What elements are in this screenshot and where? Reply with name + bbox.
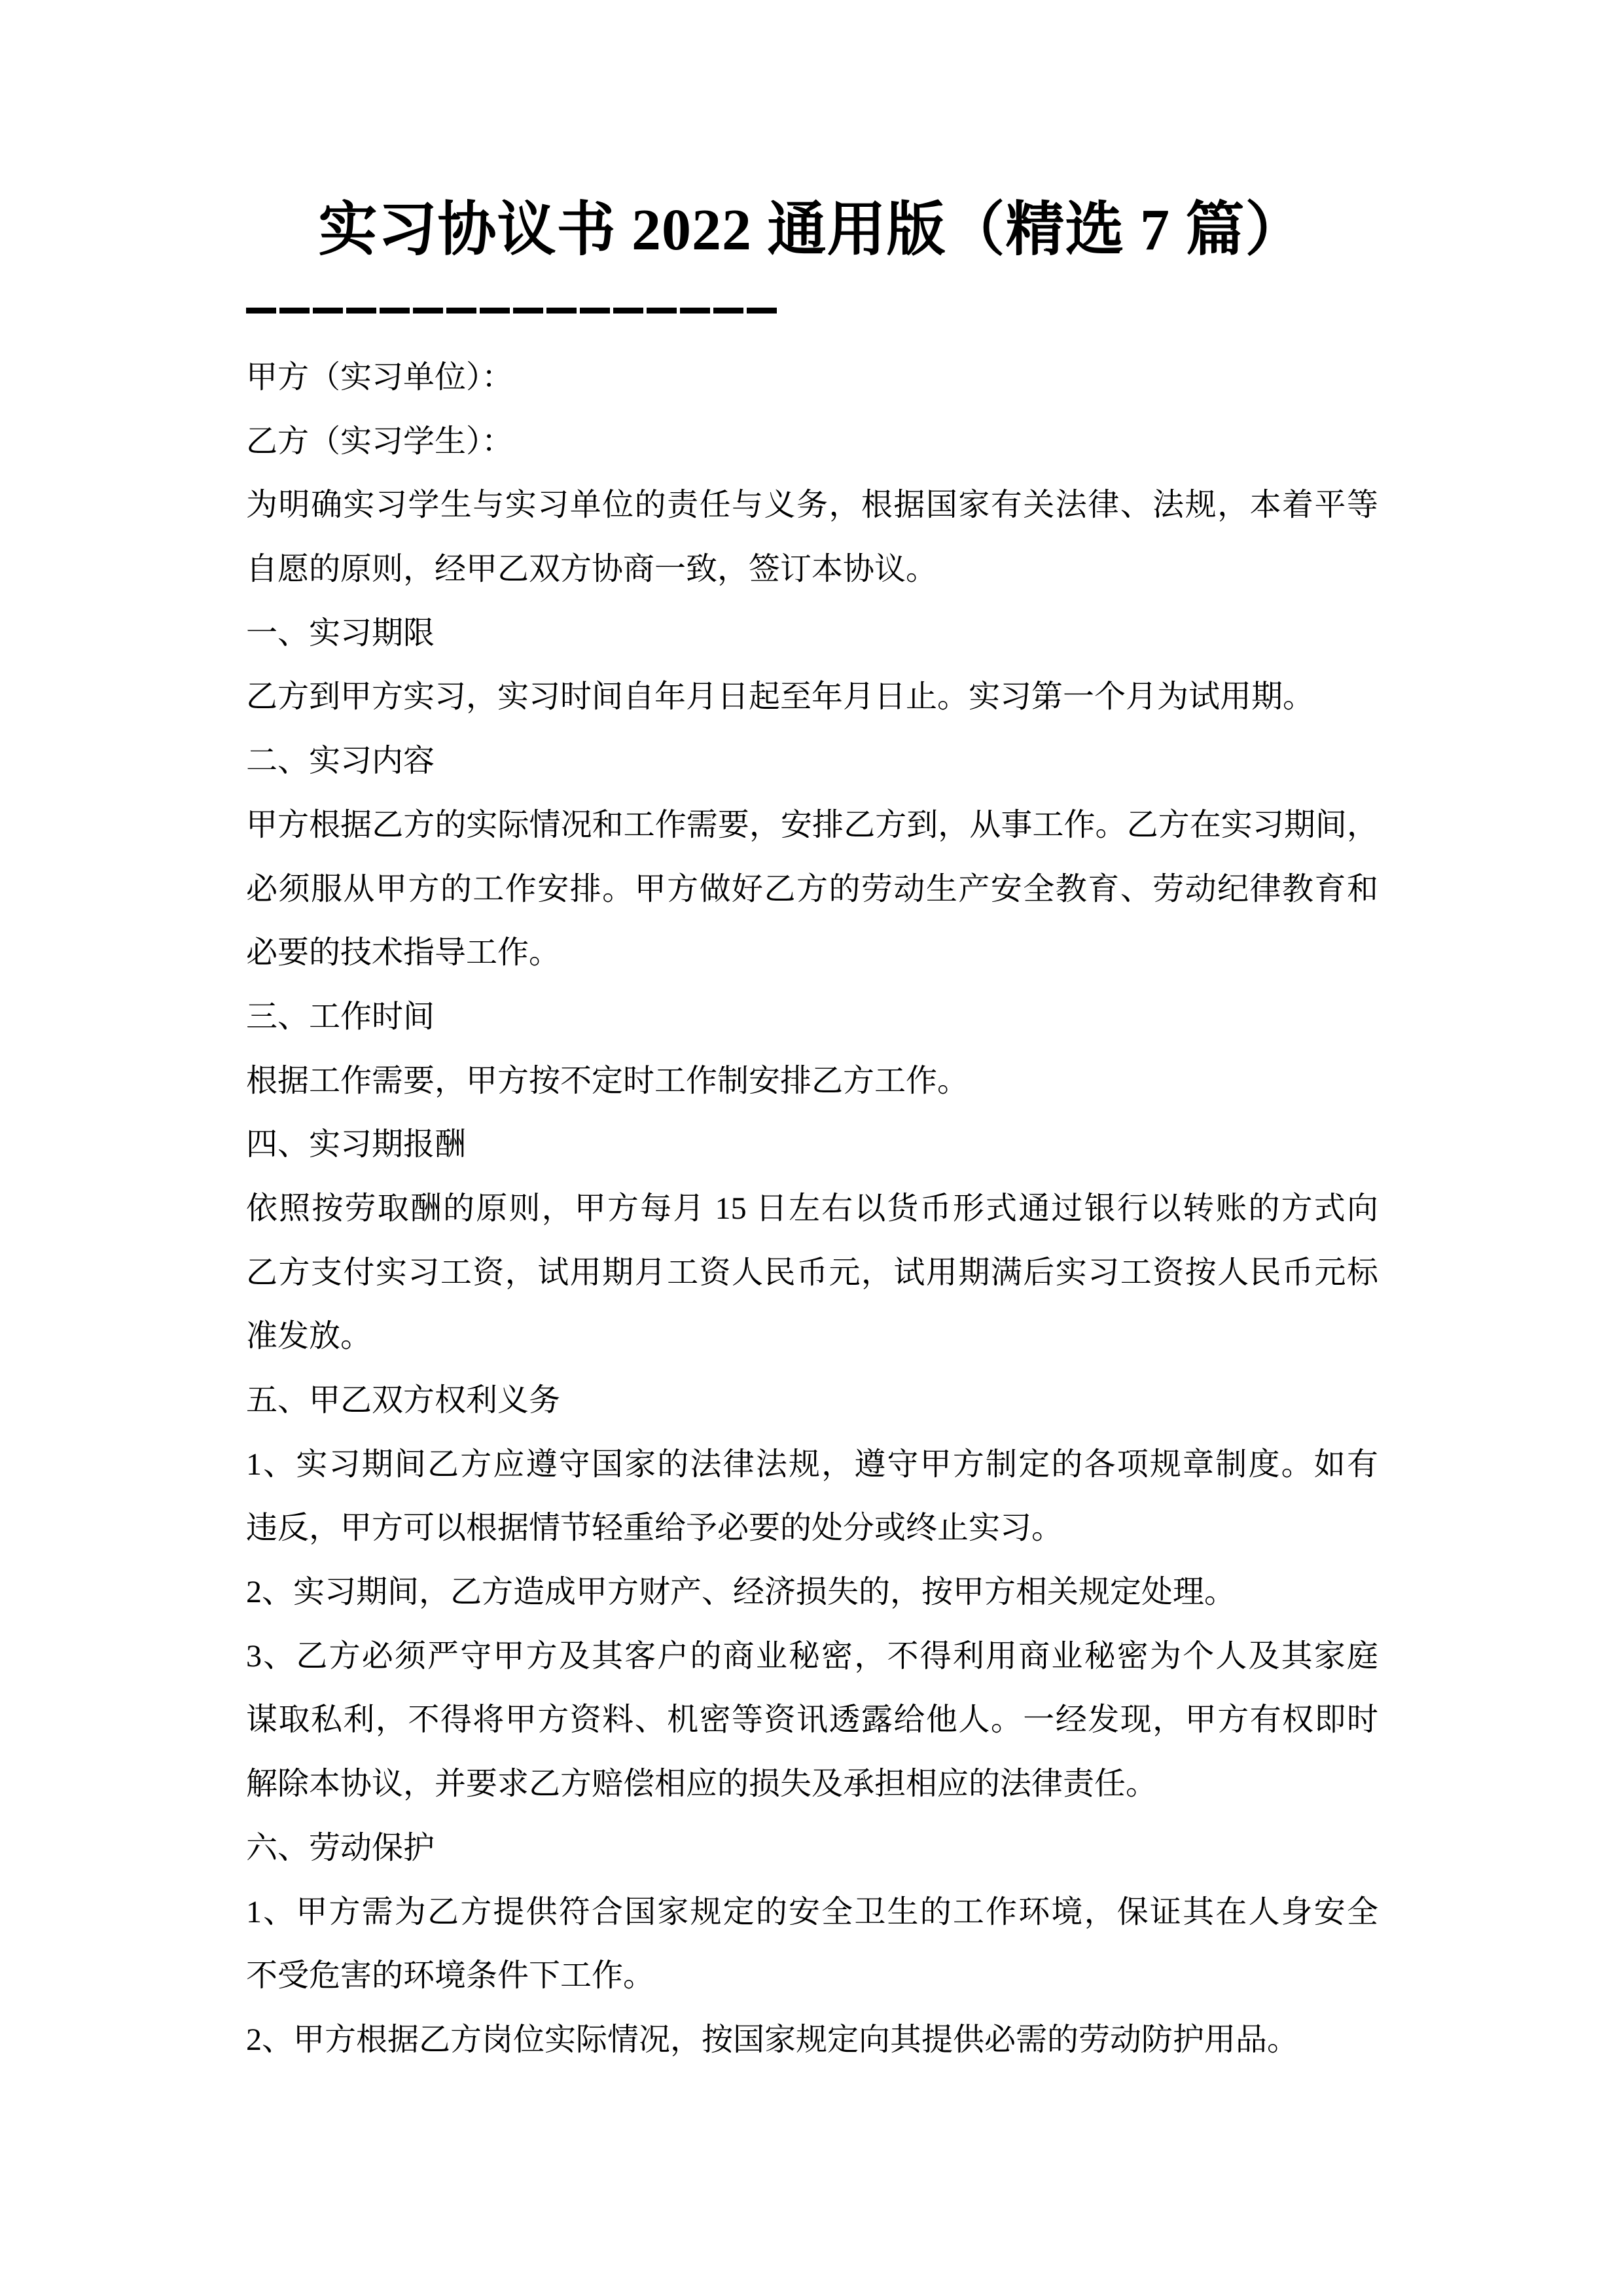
document-line: 1、甲方需为乙方提供符合国家规定的安全卫生的工作环境，保证其在人身安全 <box>246 1894 1378 1929</box>
document-line: 3、乙方必须严守甲方及其客户的商业秘密，不得利用商业秘密为个人及其家庭 <box>246 1638 1378 1674</box>
document-line: 依照按劳取酬的原则，甲方每月 15 日左右以货币形式通过银行以转账的方式向 <box>246 1191 1378 1226</box>
document-line: 必须服从甲方的工作安排。甲方做好乙方的劳动生产安全教育、劳动纪律教育和 <box>246 871 1378 906</box>
document-line: 乙方到甲方实习，实习时间自年月日起至年月日止。实习第一个月为试用期。 <box>246 679 1315 715</box>
document-line: 2、实习期间，乙方造成甲方财产、经济损失的，按甲方相关规定处理。 <box>246 1575 1236 1610</box>
document-line: 解除本协议，并要求乙方赔偿相应的损失及承担相应的法律责任。 <box>246 1767 1158 1802</box>
document-line: 准发放。 <box>246 1319 372 1354</box>
document-line: 甲方根据乙方的实际情况和工作需要，安排乙方到，从事工作。乙方在实习期间， <box>246 807 1378 842</box>
document-line: 乙方支付实习工资，试用期月工资人民币元，试用期满后实习工资按人民币元标 <box>246 1255 1378 1290</box>
document-line: 五、甲乙双方权利义务 <box>246 1383 561 1418</box>
document-line: 为明确实习学生与实习单位的责任与义务，根据国家有关法律、法规，本着平等 <box>246 488 1378 523</box>
document-line: 1、实习期间乙方应遵守国家的法律法规，遵守甲方制定的各项规章制度。如有 <box>246 1446 1378 1482</box>
document-line: 甲方（实习单位）： <box>246 360 514 395</box>
document-line: 违反，甲方可以根据情节轻重给予必要的处分或终止实习。 <box>246 1511 1063 1546</box>
document-line: 四、实习期报酬 <box>246 1127 467 1162</box>
document-title: 实习协议书 2022 通用版（精选 7 篇） <box>318 198 1305 262</box>
document-line: 六、劳动保护 <box>246 1830 435 1865</box>
document-body <box>246 346 1378 2072</box>
document-line: 三、工作时间 <box>246 999 435 1034</box>
document-line: 谋取私利，不得将甲方资料、机密等资讯透露给他人。一经发现，甲方有权即时 <box>246 1702 1378 1738</box>
blank-underline <box>246 308 777 314</box>
document-line: 自愿的原则，经甲乙双方协商一致，签订本协议。 <box>246 552 938 587</box>
document-line: 二、实习内容 <box>246 744 435 779</box>
document-line: 乙方（实习学生）： <box>246 423 514 459</box>
document-line: 不受危害的环境条件下工作。 <box>246 1958 655 1994</box>
document-line: 必要的技术指导工作。 <box>246 935 561 971</box>
document-line: 2、甲方根据乙方岗位实际情况，按国家规定向其提供必需的劳动防护用品。 <box>246 2022 1299 2057</box>
document-line: 根据工作需要，甲方按不定时工作制安排乙方工作。 <box>246 1063 969 1098</box>
document-line: 一、实习期限 <box>246 615 435 651</box>
